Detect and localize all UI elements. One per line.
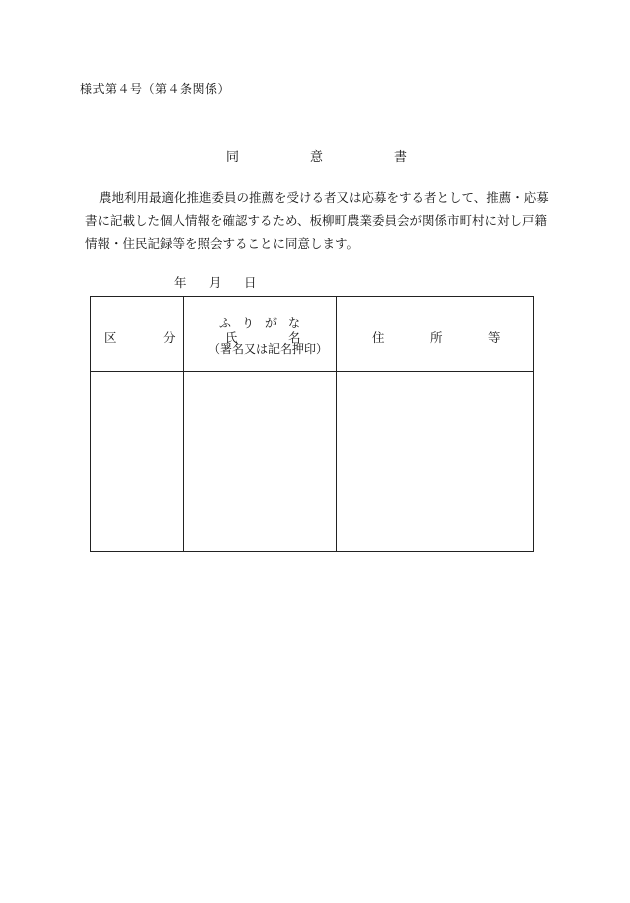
furigana-char: ふ xyxy=(219,316,232,330)
date-line xyxy=(174,273,264,289)
header-kubun-char-2: 分 xyxy=(163,330,176,345)
document-title xyxy=(226,146,408,165)
title-char-2: 意 xyxy=(310,150,324,165)
kubun-entry-cell[interactable] xyxy=(91,372,183,551)
furigana-char: な xyxy=(288,316,301,330)
date-month-label: 月 xyxy=(209,275,222,290)
address-entry-cell[interactable] xyxy=(337,372,533,551)
furigana-char: り xyxy=(242,316,255,330)
form-number: 様式第４号（第４条関係） xyxy=(80,82,231,96)
header-address-char-1: 住 xyxy=(372,330,385,345)
header-address-char-3: 等 xyxy=(488,330,501,345)
header-name-char-1: 氏 xyxy=(225,330,238,345)
header-name-char-2: 名 xyxy=(288,330,301,345)
consent-statement: 農地利用最適化推進委員の推薦を受ける者又は応募をする者として、推薦・応募書に記載した個人情報を確認するため、板柳町農業委員会が関係市町村に対し戸籍情報・住民記録等を照会することに同意します。 xyxy=(85,190,549,251)
name-entry-cell[interactable] xyxy=(184,372,336,551)
date-year-label: 年 xyxy=(174,275,187,290)
furigana-char: が xyxy=(265,316,278,330)
title-char-3: 書 xyxy=(394,150,408,165)
consent-table xyxy=(90,296,534,552)
header-name-note: （署名又は記名押印） xyxy=(208,342,329,356)
title-char-1: 同 xyxy=(226,150,240,165)
header-kubun-char-1: 区 xyxy=(104,330,117,345)
header-furigana xyxy=(219,314,309,328)
date-day-label: 日 xyxy=(244,275,257,290)
header-address-char-2: 所 xyxy=(430,330,443,345)
